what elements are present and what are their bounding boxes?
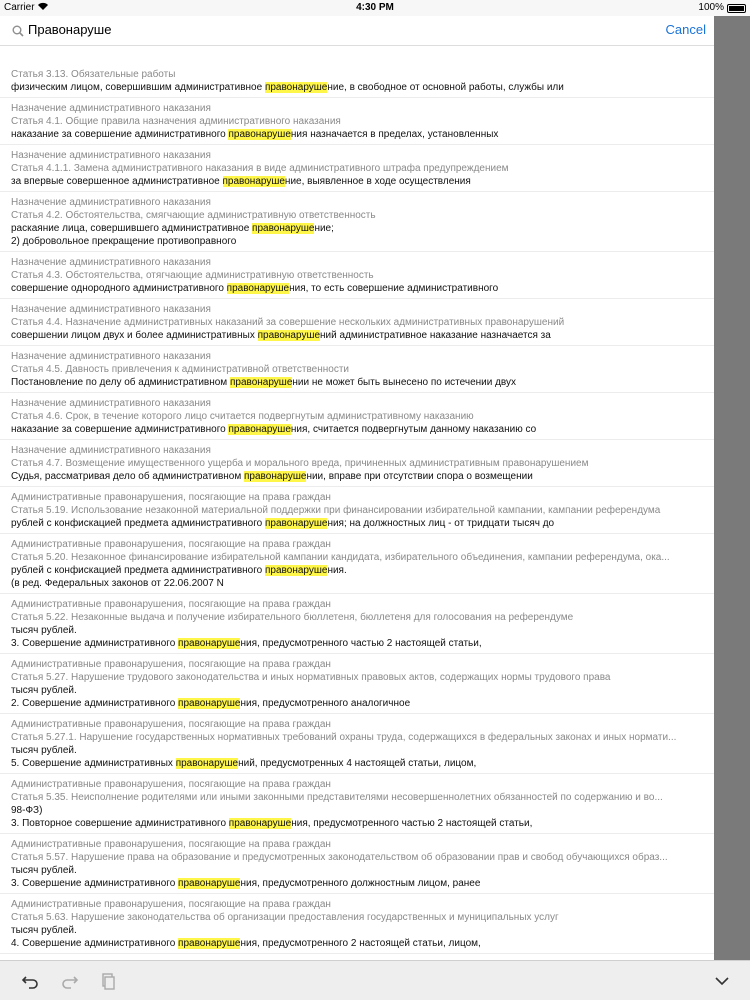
result-category: Административные правонарушения, посягающие на права граждан: [11, 539, 331, 550]
result-item[interactable]: [0, 774, 714, 834]
result-item[interactable]: [0, 64, 714, 98]
result-article-title: Статья 5.20. Незаконное финансирование избирательной кампании кандидата, избирательного объединения, кампании референдума, ока...: [11, 552, 670, 563]
result-snippet: совершение однородного административного правонарушения, то есть совершение административного: [11, 283, 499, 294]
result-category: Назначение административного наказания: [11, 351, 211, 362]
result-item[interactable]: [0, 98, 714, 145]
result-snippet: за впервые совершенное административное правонарушение, выявленное в ходе осуществления: [11, 176, 471, 187]
result-article-title: Статья 5.27.1. Нарушение государственных нормативных требований охраны труда, содержащихся в федеральных законах и иных нормати...: [11, 732, 677, 743]
result-item[interactable]: [0, 894, 714, 954]
result-snippet: 5. Совершение административных правонарушений, предусмотренных 4 настоящей статьи, лицом,: [11, 758, 477, 769]
result-article-title: Статья 4.6. Срок, в течение которого лицо считается подвергнутым административному наказанию: [11, 411, 474, 422]
status-bar: [0, 0, 750, 16]
result-category: Административные правонарушения, посягающие на права граждан: [11, 779, 331, 790]
result-article-title: Статья 4.3. Обстоятельства, отягчающие административную ответственность: [11, 270, 374, 281]
search-highlight: правонаруше: [229, 377, 293, 388]
result-category: Назначение административного наказания: [11, 197, 211, 208]
result-item[interactable]: [0, 487, 714, 534]
result-article-title: Статья 4.1.1. Замена административного наказания в виде административного штрафа предупреждением: [11, 163, 509, 174]
battery-icon: [727, 4, 746, 13]
result-article-title: Статья 4.2. Обстоятельства, смягчающие административную ответственность: [11, 210, 376, 221]
result-item[interactable]: [0, 594, 714, 654]
result-snippet: тысяч рублей.: [11, 925, 77, 936]
result-article-title: Статья 4.1. Общие правила назначения административного наказания: [11, 116, 341, 127]
search-highlight: правонаруше: [228, 424, 291, 435]
result-snippet: рублей с конфискацией предмета административного правонарушения; на должностных лиц - от тридцати тысяч до: [11, 518, 555, 529]
search-highlight: правонаруше: [178, 938, 241, 949]
result-snippet: 3. Повторное совершение административного правонарушения, предусмотренного частью 2 настоящей статьи,: [11, 818, 533, 829]
result-item[interactable]: [0, 192, 714, 252]
result-snippet: тысяч рублей.: [11, 865, 77, 876]
search-highlight: правонаруше: [178, 878, 241, 889]
result-category: Административные правонарушения, посягающие на права граждан: [11, 599, 331, 610]
result-snippet: тысяч рублей.: [11, 745, 77, 756]
search-highlight: правонаруше: [257, 330, 321, 341]
result-item[interactable]: [0, 440, 714, 487]
search-highlight: правонаруше: [265, 565, 328, 576]
result-article-title: Статья 5.63. Нарушение законодательства об организации предоставления государственных и муниципальных услуг: [11, 912, 559, 923]
result-category: Назначение административного наказания: [11, 398, 211, 409]
status-time: 4:30 PM: [356, 2, 394, 13]
search-highlight: правонаруше: [175, 758, 239, 769]
cancel-button[interactable]: Cancel: [665, 22, 706, 37]
result-category: Административные правонарушения, посягающие на права граждан: [11, 719, 331, 730]
search-highlight: правонаруше: [228, 818, 292, 829]
result-snippet: Постановление по делу об административном правонарушении не может быть вынесено по истечении двух: [11, 377, 517, 388]
search-bar: [0, 16, 714, 46]
result-article-title: Статья 5.22. Незаконные выдача и получение избирательного бюллетеня, бюллетеня для голосования на референдуме: [11, 612, 574, 623]
search-highlight: правонаруше: [226, 283, 290, 294]
search-highlight: правонаруше: [178, 638, 241, 649]
result-item[interactable]: [0, 714, 714, 774]
search-highlight: правонаруше: [222, 176, 285, 187]
result-item[interactable]: [0, 346, 714, 393]
results-list[interactable]: [0, 64, 714, 988]
result-snippet: рублей с конфискацией предмета административного правонарушения.: [11, 565, 347, 576]
clipboard-icon[interactable]: [98, 971, 118, 991]
result-item[interactable]: [0, 534, 714, 594]
result-snippet: 3. Совершение административного правонарушения, предусмотренного частью 2 настоящей статьи,: [11, 638, 482, 649]
result-article-title: Статья 5.27. Нарушение трудового законодательства и иных нормативных правовых актов, содержащих нормы трудового права: [11, 672, 611, 683]
result-item[interactable]: [0, 252, 714, 299]
result-snippet: 3. Совершение административного правонарушения, предусмотренного должностным лицом, ранее: [11, 878, 481, 889]
search-highlight: правонаруше: [252, 223, 315, 234]
redo-icon[interactable]: [60, 971, 80, 991]
undo-icon[interactable]: [20, 971, 40, 991]
result-snippet: Судья, рассматривая дело об административном правонарушении, вправе при отсутствии спора о возмещении: [11, 471, 533, 482]
result-article-title: Статья 4.4. Назначение административных наказаний за совершение нескольких административных правонарушений: [11, 317, 565, 328]
result-snippet: 2. Совершение административного правонарушения, предусмотренного аналогичное: [11, 698, 411, 709]
result-article-title: Статья 4.5. Давность привлечения к административной ответственности: [11, 364, 350, 375]
result-article-title: Статья 5.35. Неисполнение родителями или иными законными представителями несовершеннолетних обязанностей по содержанию и во...: [11, 792, 663, 803]
result-snippet: физическим лицом, совершившим административное правонарушение, в свободное от основной работы, службы или: [11, 82, 564, 93]
chevron-down-icon[interactable]: [712, 971, 732, 991]
result-article-title: Статья 5.57. Нарушение права на образование и предусмотренных законодательством об образовании прав и свобод обучающихся образ...: [11, 852, 668, 863]
dimmed-background: [714, 16, 750, 960]
search-input[interactable]: [28, 22, 528, 37]
battery-percent: 100%: [698, 2, 724, 13]
result-category: Назначение административного наказания: [11, 103, 211, 114]
result-snippet: раскаяние лица, совершившего административное правонарушение;: [11, 223, 334, 234]
search-highlight: правонаруше: [244, 471, 307, 482]
result-snippet: тысяч рублей.: [11, 625, 77, 636]
result-item[interactable]: [0, 393, 714, 440]
result-item[interactable]: [0, 299, 714, 346]
search-highlight: правонаруше: [265, 518, 328, 529]
result-article-title: Статья 4.7. Возмещение имущественного ущерба и морального вреда, причиненных административным правонарушением: [11, 458, 589, 469]
result-item[interactable]: [0, 834, 714, 894]
bottom-toolbar: [0, 960, 750, 1000]
result-category: Назначение административного наказания: [11, 150, 211, 161]
result-snippet: тысяч рублей.: [11, 685, 77, 696]
result-category: Назначение административного наказания: [11, 304, 211, 315]
search-highlight: правонаруше: [228, 129, 291, 140]
search-highlight: правонаруше: [178, 698, 241, 709]
result-snippet: 98-ФЗ): [11, 805, 43, 816]
search-highlight: правонаруше: [264, 82, 328, 93]
result-category: Административные правонарушения, посягающие на права граждан: [11, 492, 331, 503]
result-category: Назначение административного наказания: [11, 257, 211, 268]
result-article-title: Статья 5.19. Использование незаконной материальной поддержки при финансировании избирательной кампании, кампании референдума: [11, 505, 661, 516]
result-category: Назначение административного наказания: [11, 445, 211, 456]
result-item[interactable]: [0, 145, 714, 192]
search-icon: [12, 24, 24, 36]
result-snippet: совершении лицом двух и более административных правонарушений административное наказание назначается за: [11, 330, 551, 341]
result-snippet: наказание за совершение административного правонарушения назначается в пределах, установленных: [11, 129, 499, 140]
result-snippet: 4. Совершение административного правонарушения, предусмотренного 2 настоящей статьи, лицом,: [11, 938, 481, 949]
result-snippet: (в ред. Федеральных законов от 22.06.2007 N: [11, 578, 224, 589]
result-snippet: наказание за совершение административного правонарушения, считается подвергнутым данному наказанию со: [11, 424, 537, 435]
result-item[interactable]: [0, 654, 714, 714]
carrier-label: Carrier: [4, 2, 35, 13]
result-category: Административные правонарушения, посягающие на права граждан: [11, 839, 331, 850]
result-snippet: 2) добровольное прекращение противоправного: [11, 236, 237, 247]
result-category: Административные правонарушения, посягающие на права граждан: [11, 899, 331, 910]
result-article-title: Статья 3.13. Обязательные работы: [11, 69, 176, 80]
search-panel: [0, 16, 714, 960]
result-category: Административные правонарушения, посягающие на права граждан: [11, 659, 331, 670]
